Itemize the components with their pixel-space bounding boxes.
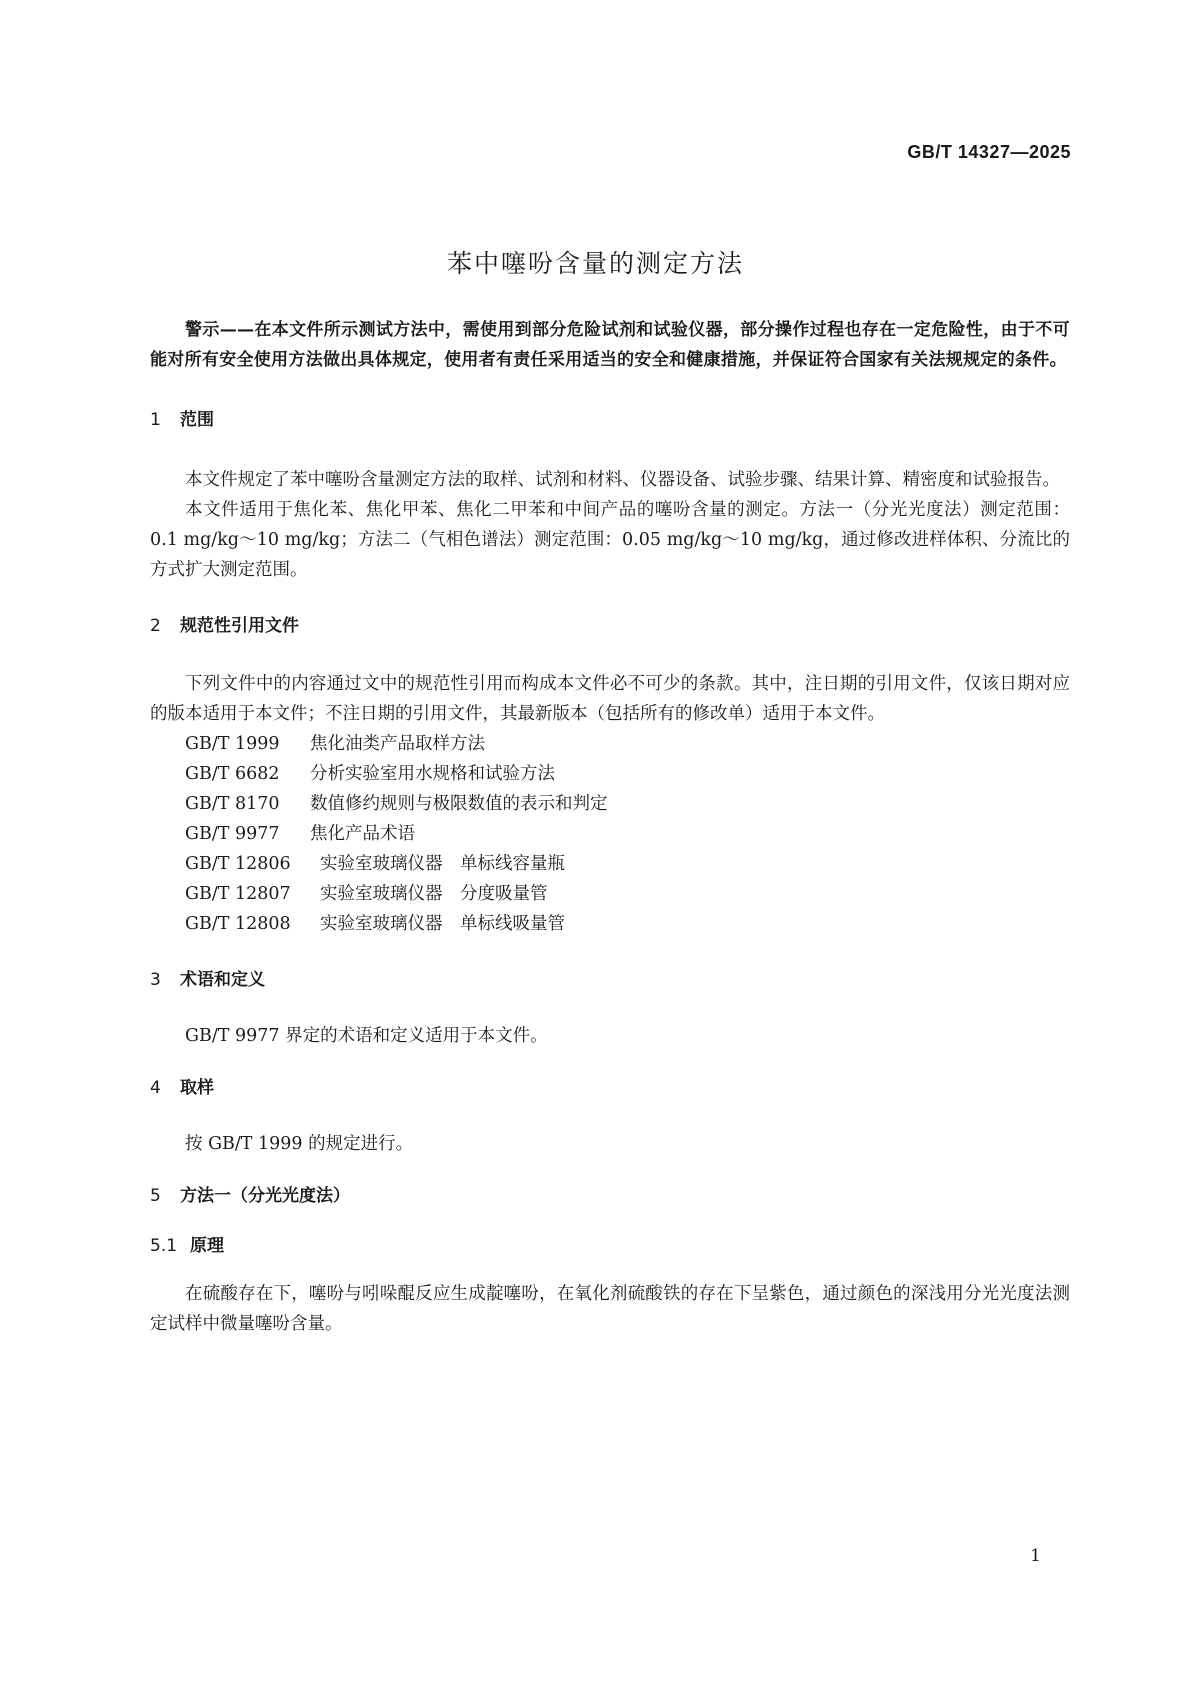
section-title: 原理 — [190, 1236, 224, 1256]
reference-code: GB/T 12806 — [185, 854, 291, 874]
section-heading — [150, 965, 1070, 995]
section-number: 5 — [150, 1186, 161, 1206]
section-number: 5.1 — [150, 1236, 178, 1256]
standard-code: GB/T 14327—2025 — [907, 142, 1071, 162]
warning-paragraph: 警示——在本文件所示测试方法中，需使用到部分危险试剂和试验仪器，部分操作过程也存在一定危险性，由于不可能对所有安全使用方法做出具体规定，使用者有责任采用适当的安全和健康措施，并保证符合国家有关法规规定的条件。 — [150, 320, 1070, 370]
reference-title: 分析实验室用水规格和试验方法 — [310, 764, 555, 784]
reference-title: 实验室玻璃仪器 分度吸量管 — [320, 884, 548, 904]
paragraph: 本文件规定了苯中噻吩含量测定方法的取样、试剂和材料、仪器设备、试验步骤、结果计算、精密度和试验报告。 — [185, 470, 1060, 490]
section-title: 方法一（分光光度法） — [180, 1186, 350, 1206]
section-title: 术语和定义 — [180, 970, 265, 990]
section-number: 2 — [150, 616, 161, 636]
paragraph: 按 GB/T 1999 的规定进行。 — [185, 1134, 414, 1154]
subsection-heading — [150, 1231, 1070, 1261]
section-5 — [150, 1181, 1070, 1339]
reference-code: GB/T 6682 — [185, 764, 280, 784]
section-heading — [150, 611, 1070, 641]
reference-item — [150, 819, 1070, 849]
section-number: 3 — [150, 970, 161, 990]
reference-code: GB/T 12808 — [185, 914, 291, 934]
section-title: 取样 — [180, 1078, 214, 1098]
section-1 — [150, 405, 1070, 585]
reference-item — [150, 789, 1070, 819]
reference-item — [150, 849, 1070, 879]
section-number: 4 — [150, 1078, 161, 1098]
section-3 — [150, 965, 1070, 1051]
reference-title: 数值修约规则与极限数值的表示和判定 — [310, 794, 608, 814]
section-title: 规范性引用文件 — [180, 616, 299, 636]
section-4 — [150, 1073, 1070, 1159]
paragraph: 下列文件中的内容通过文中的规范性引用而构成本文件必不可少的条款。其中，注日期的引用文件，仅该日期对应的版本适用于本文件；不注日期的引用文件，其最新版本（包括所有的修改单）适用于本文件。 — [150, 674, 1070, 724]
reference-item — [150, 909, 1070, 939]
paragraph: GB/T 9977 界定的术语和定义适用于本文件。 — [185, 1026, 548, 1046]
reference-code: GB/T 9977 — [185, 824, 280, 844]
reference-item — [150, 729, 1070, 759]
document-body — [150, 315, 1070, 1339]
reference-title: 焦化产品术语 — [310, 824, 415, 844]
reference-item — [150, 879, 1070, 909]
section-heading — [150, 1181, 1070, 1211]
section-heading — [150, 405, 1070, 435]
reference-code: GB/T 12807 — [185, 884, 291, 904]
section-title: 范围 — [180, 410, 214, 430]
reference-title: 焦化油类产品取样方法 — [310, 734, 485, 754]
reference-list — [150, 729, 1070, 939]
reference-item — [150, 759, 1070, 789]
paragraph: 在硫酸存在下，噻吩与吲哚醌反应生成靛噻吩，在氧化剂硫酸铁的存在下呈紫色，通过颜色的深浅用分光光度法测定试样中微量噻吩含量。 — [150, 1284, 1070, 1334]
section-number: 1 — [150, 410, 161, 430]
reference-title: 实验室玻璃仪器 单标线容量瓶 — [320, 854, 565, 874]
reference-code: GB/T 8170 — [185, 794, 280, 814]
reference-code: GB/T 1999 — [185, 734, 280, 754]
document-title: 苯中噻吩含量的测定方法 — [446, 249, 744, 278]
section-2 — [150, 611, 1070, 939]
page-number: 1 — [1030, 1546, 1041, 1566]
reference-title: 实验室玻璃仪器 单标线吸量管 — [320, 914, 565, 934]
section-heading — [150, 1073, 1070, 1103]
paragraph: 本文件适用于焦化苯、焦化甲苯、焦化二甲苯和中间产品的噻吩含量的测定。方法一（分光光度法）测定范围：0.1 mg/kg～10 mg/kg；方法二（气相色谱法）测定范围：0.05 mg/kg～10 mg/kg，通过修改进样体积、分流比的方式扩大测定范围。 — [150, 500, 1070, 580]
